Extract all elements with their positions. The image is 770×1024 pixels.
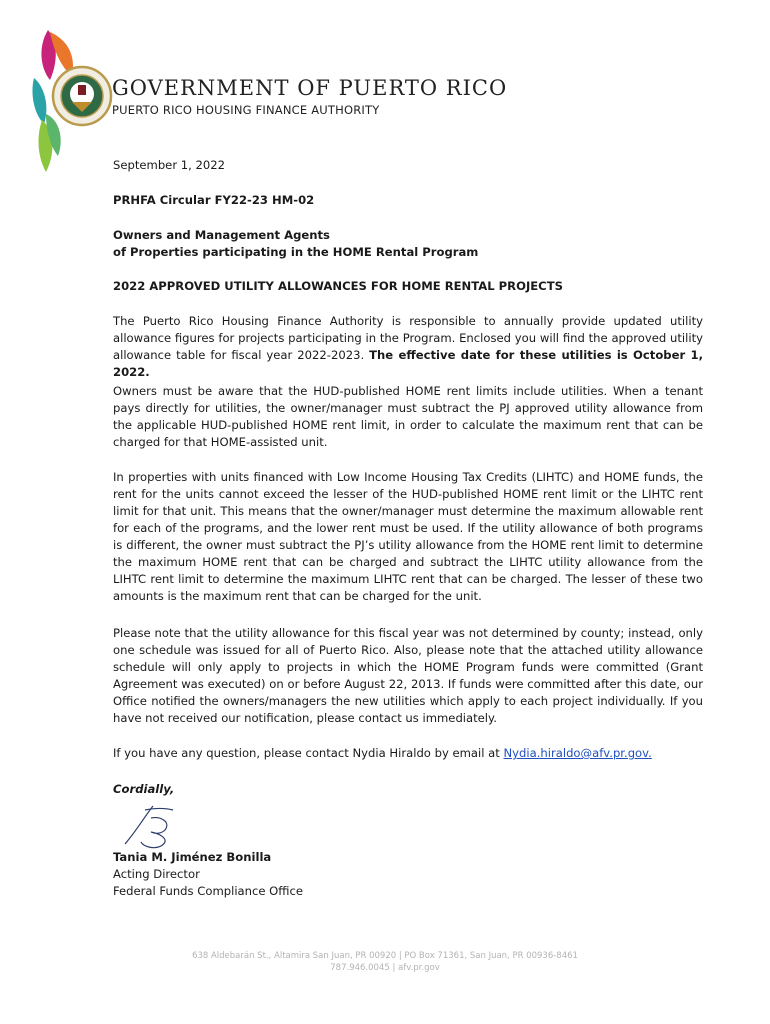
recipient-block <box>113 227 703 261</box>
letter-subject: 2022 APPROVED UTILITY ALLOWANCES FOR HOME RENTAL PROJECTS <box>113 279 563 293</box>
contact-email-link[interactable]: Nydia.hiraldo@afv.pr.gov. <box>503 746 652 760</box>
circular-number: PRHFA Circular FY22-23 HM-02 <box>113 193 315 207</box>
letter-date: September 1, 2022 <box>113 158 226 172</box>
paragraph-1 <box>113 313 703 381</box>
recipient-line-2: of Properties participating in the HOME Rental Program <box>113 245 479 259</box>
signatory-name: Tania M. Jiménez Bonilla <box>113 850 272 864</box>
paragraph-5 <box>113 745 703 762</box>
paragraph-2: Owners must be aware that the HUD-published HOME rent limits include utilities. When a tenant pays directly for utilities, the owner/manager must subtract the PJ approved utility allowance from the applicable HUD-published HOME rent limit, in order to calculate the maximum rent that can be charged for that HOME-assisted unit. <box>113 384 703 449</box>
paragraph-4: Please note that the utility allowance for this fiscal year was not determined by county; instead, only one schedule was issued for all of Puerto Rico. Also, please note that the attached utility allowance schedule will only apply to projects in which the HOME Program funds were committed (Grant Agreement was executed) on or before August 22, 2013. If funds were committed after this date, our Office notified the owners/managers the new utilities which apply to each project individually. If you have not received our notification, please contact us immediately. <box>113 626 703 725</box>
signatory-office: Federal Funds Compliance Office <box>113 884 304 898</box>
effective-date-note: The effective date for these utilities is October 1, 2022. <box>113 348 703 379</box>
government-title: GOVERNMENT OF PUERTO RICO <box>112 76 508 100</box>
contact-text: If you have any question, please contact Nydia Hiraldo by email at <box>113 746 504 760</box>
paragraph-3: In properties with units financed with Low Income Housing Tax Credits (LIHTC) and HOME funds, the rent for the units cannot exceed the lesser of the HUD-published HOME rent limit or the LIHTC rent limit for that unit. This means that the owner/manager must determine the maximum allowable rent for each of the programs, and the lower rent must be used. If the utility allowance of both programs is different, the owner must subtract the PJ’s utility allowance from the HOME rent limit to determine the maximum HOME rent that can be charged and subtract the LIHTC utility allowance from the LIHTC rent limit to determine the maximum LIHTC rent that can be charged. The lesser of these two amounts is the maximum rent that can be charged for the unit. <box>113 470 703 603</box>
signatory-title: Acting Director <box>113 867 200 881</box>
agency-name: PUERTO RICO HOUSING FINANCE AUTHORITY <box>112 103 380 117</box>
paragraph-1-text: The Puerto Rico Housing Finance Authority is responsible to annually provide updated utility allowance figures for projects participating in the Program. Enclosed you will find the approved utility allowance table for fiscal year 2022-2023. <box>113 314 703 362</box>
signature-image <box>115 800 185 852</box>
recipient-line-1: Owners and Management Agents <box>113 228 330 242</box>
closing: Cordially, <box>113 782 175 796</box>
footer-contact: 787.946.0045 | afv.pr.gov <box>330 963 440 973</box>
seal-icon <box>28 22 120 182</box>
signature-block <box>113 849 303 900</box>
footer-address: 638 Aldebarán St., Altamira San Juan, PR 00920 | PO Box 71361, San Juan, PR 00936-8461 <box>192 951 578 961</box>
